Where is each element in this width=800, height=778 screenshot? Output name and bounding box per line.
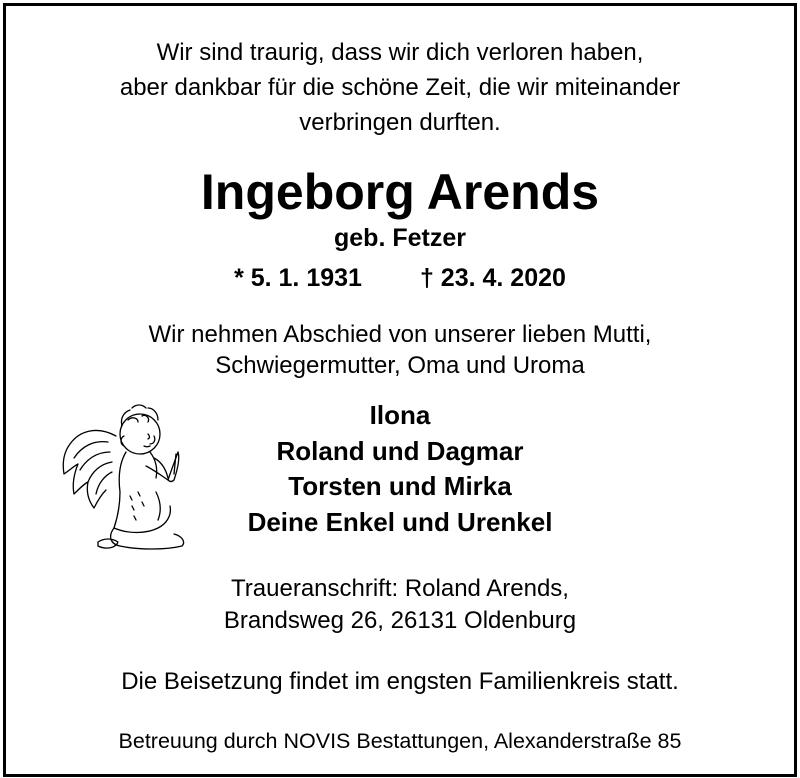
birth-date: * 5. 1. 1931 [234, 264, 362, 292]
family-member-1: Ilona [369, 400, 431, 430]
verse-line-2: aber dankbar für die schöne Zeit, die wir miteinander [119, 74, 681, 101]
verse-line-1: Wir sind traurig, dass wir dich verloren haben, [156, 39, 644, 66]
address-line-2: Brandsweg 26, 26131 Oldenburg [223, 607, 577, 634]
obituary-notice [3, 3, 797, 777]
farewell-line-2: Schwiegermutter, Oma und Uroma [215, 352, 585, 379]
farewell-line-1: Wir nehmen Abschied von unserer lieben Mutti, [148, 321, 652, 348]
undertaker-line: Betreuung durch NOVIS Bestattungen, Alexanderstraße 85 [118, 729, 682, 753]
family-member-3: Torsten und Mirka [288, 471, 512, 501]
verse-line-3: verbringen durften. [299, 109, 501, 136]
burial-note: Die Beisetzung findet im engsten Familienkreis statt. [121, 668, 679, 695]
address-line-1: Traueranschrift: Roland Arends, [231, 575, 569, 602]
family-member-2: Roland und Dagmar [276, 436, 524, 466]
maiden-name: geb. Fetzer [334, 224, 466, 252]
death-date: † 23. 4. 2020 [419, 264, 566, 292]
life-dates [6, 262, 794, 294]
family-member-4: Deine Enkel und Urenkel [247, 507, 553, 537]
deceased-name: Ingeborg Arends [200, 164, 600, 220]
